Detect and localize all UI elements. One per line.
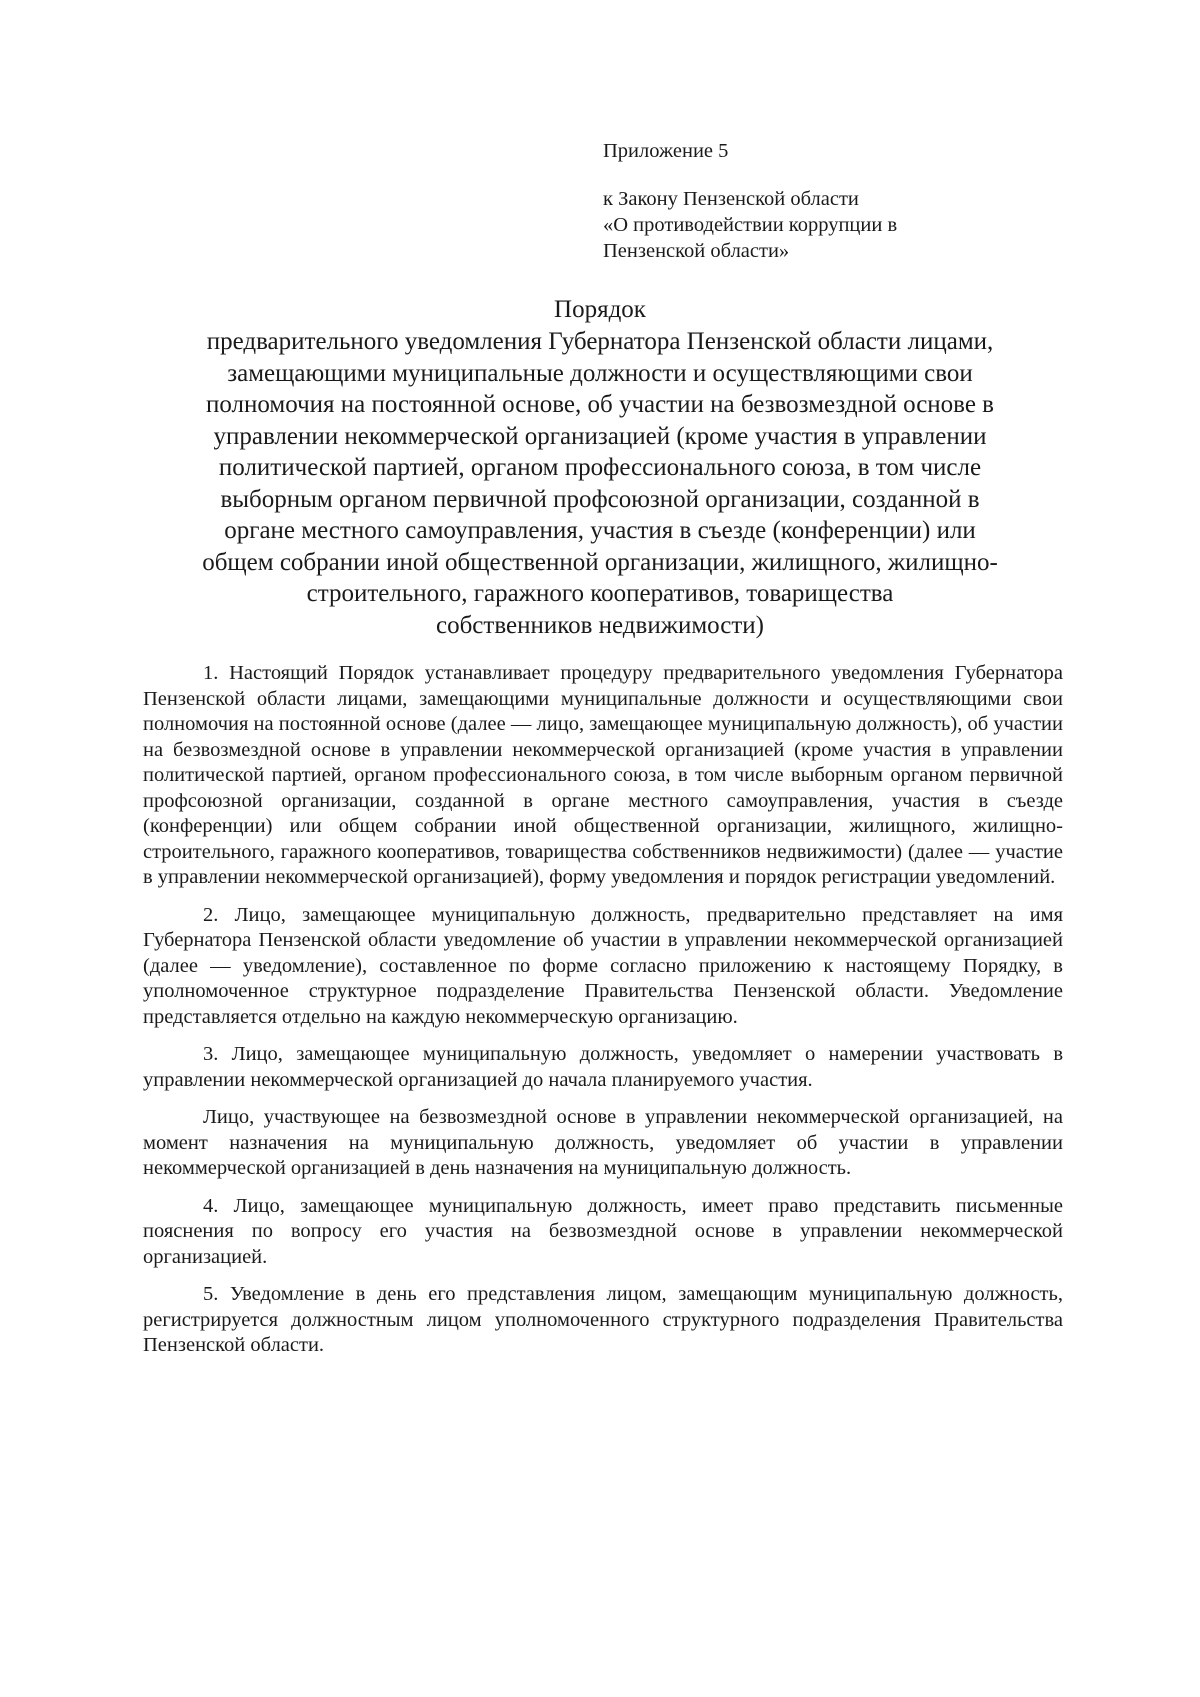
appendix-number: Приложение 5 (603, 140, 729, 162)
paragraph-1: 1. Настоящий Порядок устанавливает процедуру предварительного уведомления Губернатора Пензенской области лицами, замещающими муниципальные должности и осуществляющими свои полномочия на постоянной основе (далее — лицо, замещающее муниципальную должность), об участии на безвозмездной основе в управлении некоммерческой организацией (кроме участия в управлении политической партией, органом профессионального союза, в том числе выборным органом первичной профсоюзной организации, созданной в органе местного самоуправления, участия в съезде (конференции) или общем собрании иной общественной организации, жилищного, жилищно-строительного, гаражного кооперативов, товарищества собственников недвижимости) (далее — участие в управлении некоммерческой организацией), форму уведомления и порядок регистрации уведомлений. (143, 662, 1063, 888)
document-subtitle: предварительного уведомления Губернатора Пензенской области лицами, замещающими муниципальные должности и осуществляющими свои полномочия на постоянной основе, об участии на безвозмездной основе в управлении некоммерческой организацией (кроме участия в управлении политической партией, органом профессионального союза, в том числе выборным органом первичной профсоюзной организации, созданной в органе местного самоуправления, участия в съезде (конференции) или общем собрании иной общественной организации, жилищного, жилищно- строительного, гаражного кооперативов, товарищества собственников недвижимости) (202, 328, 998, 639)
document-heading (140, 293, 1060, 641)
document-title: Порядок (554, 296, 646, 323)
appendix-law-reference: к Закону Пензенской области «О противодействии коррупции в Пензенской области» (603, 188, 898, 262)
paragraph-3: 3. Лицо, замещающее муниципальную должность, уведомляет о намерении участвовать в управлении некоммерческой организацией до начала планируемого участия. (143, 1043, 1063, 1091)
document-body (143, 661, 1063, 1371)
paragraph-4: 4. Лицо, замещающее муниципальную должность, имеет право представить письменные пояснения по вопросу его участия на безвозмездной основе в управлении некоммерческой организацией. (143, 1194, 1063, 1268)
paragraph-2: 2. Лицо, замещающее муниципальную должность, предварительно представляет на имя Губернатора Пензенской области уведомление об участии в управлении некоммерческой организацией (далее — уведомление), составленное по форме согласно приложению к настоящему Порядку, в уполномоченное структурное подразделение Правительства Пензенской области. Уведомление представляется отдельно на каждую некоммерческую организацию. (143, 903, 1063, 1028)
appendix-header (603, 138, 1123, 264)
paragraph-3-continuation: Лицо, участвующее на безвозмездной основе в управлении некоммерческой организацией, на момент назначения на муниципальную должность, уведомляет об участии в управлении некоммерческой организацией в день назначения на муниципальную должность. (143, 1106, 1063, 1179)
paragraph-5: 5. Уведомление в день его представления лицом, замещающим муниципальную должность, регистрируется должностным лицом уполномоченного структурного подразделения Правительства Пензенской области. (143, 1283, 1063, 1356)
